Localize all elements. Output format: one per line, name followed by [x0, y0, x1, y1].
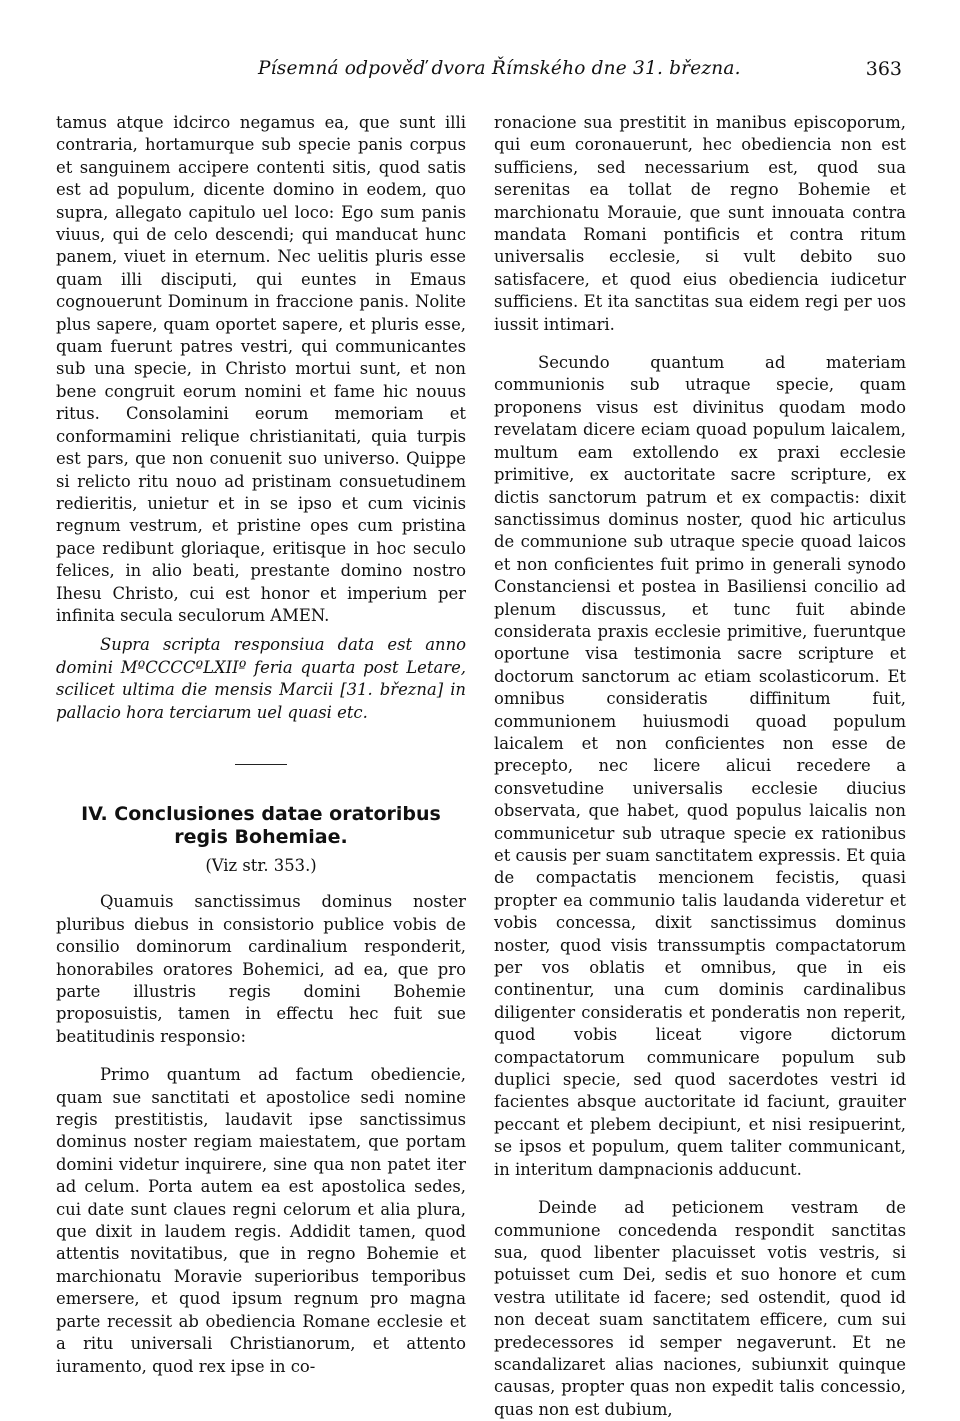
right-column: [494, 112, 906, 1421]
paragraph: tamus atque idcirco negamus ea, que sunt illi contraria, hortamurque sub specie panis corpus et sanguinem accipere contenti sitis, quod satis est ad populum, dicente domino in eodem, quo supra, allegato capitulo uel loco: Ego sum panis viuus, qui de celo descendi; qui manducat hunc panem, viuet in eternum. Nec uelitis pluris esse quam illi disciputi, qui euntes in Emaus cognouerunt Dominum in fraccione panis. Nolite plus sapere, quam oportet sapere, et pluris esse, quam fuerunt patres vestri, qui communicantes sub una specie, in Christo mortui sunt, et non bene congruit eorum nomini et fame hic nouus ritus. Consolamini eorum memoriam et conformamini relique christianitati, quia turpis est pars, que non conuenit suo universo. Quippe si relicto ritu nouo ad pristinam consuetudinem redieritis, unietur et in se ipso et cum vicinis regnum vestrum, et pristine opes cum pristina pace redibunt gloriaque, eritisque in hoc seculo felices, in alio beati, prestante domino nostro Ihesu Christo, cui est honor et imperium per infinita secula seculorum AMEN.: [56, 113, 466, 625]
paragraph: Quamuis sanctissimus dominus noster pluribus diebus in consistorio publice vobis de consilio dominorum cardinalium responderit, honorabiles oratores Bohemici, ad ea, que pro parte illustris regis domini Bohemie proposuistis, tamen in effectu hec fuit sue beatitudinis responsio:: [56, 892, 466, 1046]
paragraph: Primo quantum ad factum obediencie, quam sue sanctitati et apostolice sedi nomine regis prestitistis, laudavit ipse sanctissimus dominus noster regiam maiestatem, que portam domini videtur inquirere, sine qua non patet iter ad celum. Porta autem ea est apostolica sedes, cui date sunt claues regni celorum et alia plura, que dixit in laudem regis. Addidit tamen, quod attentis novitatibus, que in regno Bohemie et marchionatu Moravie superioribus temporibus emersere, et quod ipsum regnum pro magna parte recessit ab obediencia Romane ecclesie et a ritu universali Christianorum, et attento iuramento, quod rex ipse in co-: [56, 1065, 466, 1376]
running-title: Písemná odpověď dvora Římského dne 31. března.: [258, 58, 741, 79]
section-heading: IV. Conclusiones datae oratoribus regis Bohemiae.: [81, 802, 441, 848]
dating-note: Supra scripta responsiua data est anno domini MºCCCCºLXIIº feria quarta post Letare, scilicet ultima die mensis Marcii [31. března] in pallacio hora terciarum uel quasi etc.: [56, 635, 466, 722]
paragraph: Deinde ad peticionem vestram de communione concedenda respondit sanctitas sua, quod libenter placuisset votis vestris, si potuisset cum Dei, sedis et suo honore et cum vestra utilitate id facere; sed ostendit, quod id non deceat suam sanctitatem efficere, cum sui predecessores id semper negaverunt. Et ne scandalizaret alias naciones, subiunxit quinque causas, propter quas non expedit talis concessio, quas non est dubium,: [494, 1198, 906, 1419]
paragraph: Secundo quantum ad materiam communionis sub utraque specie, quam proponens visus est divinitus quodam modo revelatam dicere eciam quoad populum laicalem, multum eam extollendo ex praxi ecclesie primitive, ex auctoritate sacre scripture, ex dictis sanctorum patrum et ex compactis: dixit sanctissimus dominus noster, quod hic articulus de communione sub utraque specie quoad laicos et non conficientes fuit primo in generali synodo Constanciensi et postea in Basiliensi concilio ad plenum discussus, et tunc fuit abinde considerata praxis ecclesie primitive, fueruntque oportune visa testimonia sacre scripture et doctorum sanctorum ac etiam scolasticorum. Et omnibus consideratis diffinitum fuit, communionem huiusmodi quoad populum laicalem et non conficientes non esse de precepto, nec licere alicui recedere a consvetudine universalis ecclesie diucius observata, que habet, quod populus laicalis non communicetur sub utraque specie ex rationibus et causis per suam sanctitatem expressis. Et quia de compactatis mencionem fecistis, quasi propter ea communio talis laudanda videretur et vobis concessa, dixit sanctissimus dominus noster, quod visis transsumptis compactatorum per vos oblatis et omnibus, que in eis continentur, una cum dominis cardinalibus diligenter consideratis et ponderatis non reperit, quod vobis liceat vigore dictorum compactatorum communicare populum sub duplici specie, sed quod sacerdotes vestri id facientes absque auctoritate id faciunt, grauiter peccant et plebem decipiunt, et nisi resipuerint, se ipsos et populum, quem taliter communicant, in interitum dampnacionis adducunt.: [494, 353, 906, 1179]
left-column: [56, 112, 466, 1378]
column-gutter: [481, 112, 482, 1212]
cross-reference: (Viz str. 353.): [205, 855, 317, 875]
page-number: 363: [865, 58, 902, 80]
paragraph: ronacione sua prestitit in manibus episcoporum, qui eum coronauerunt, hec obediencia non est sufficiens, sed necessarium est, quod sua serenitas ea tollat de regno Bohemie et marchionatu Morauie, que sunt innouata contra mandata Romani pontificis et contra ritum universalis ecclesie, si vult debito suo satisfacere, et quod eius obediencia iudicetur sufficiens. Et ita sanctitas sua eidem regi per uos iussit intimari.: [494, 113, 906, 334]
section-divider: [235, 764, 287, 765]
